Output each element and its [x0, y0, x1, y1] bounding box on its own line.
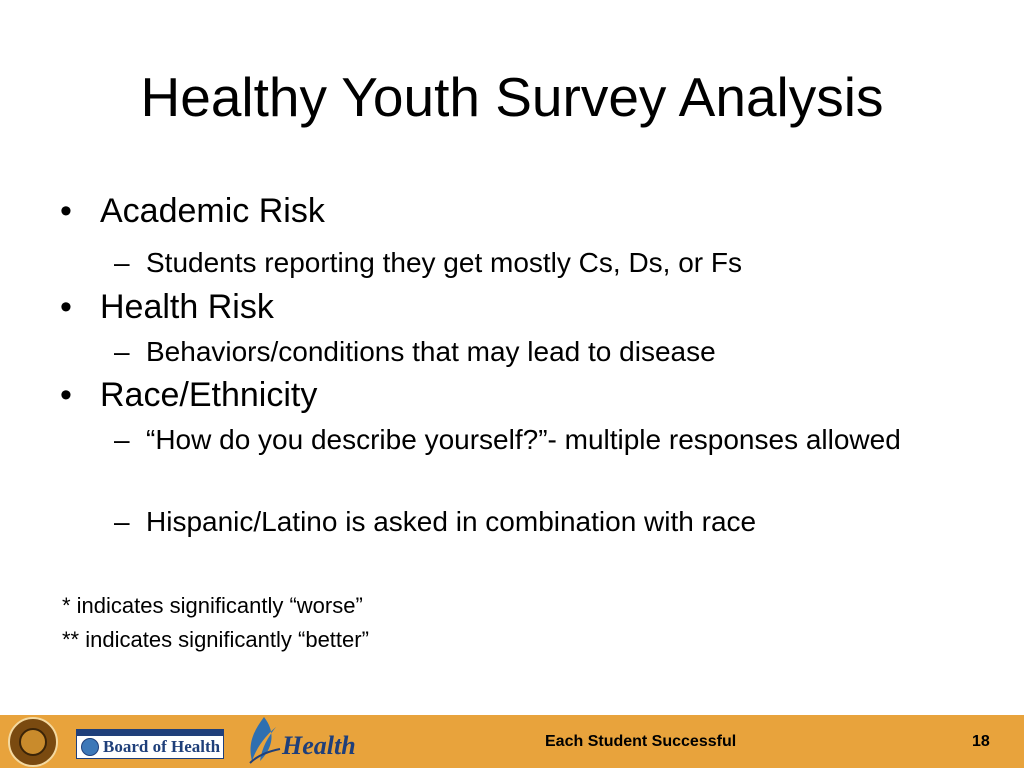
sub-bullet-health-risk: – Behaviors/conditions that may lead to disease: [146, 331, 976, 373]
department-of-health-wordmark: Health: [282, 731, 356, 760]
footer-band: [0, 715, 1024, 768]
state-seal-logo: [8, 717, 58, 767]
sub-bullet-race-question: – “How do you describe yourself?”- multiple responses allowed: [146, 419, 976, 461]
seal-building-icon: [19, 728, 47, 756]
slide-title: Healthy Youth Survey Analysis: [140, 66, 884, 128]
bullet-health-risk: • Health Risk: [100, 287, 274, 327]
sub-bullet-academic-risk: – Students reporting they get mostly Cs, Ds, or Fs: [146, 242, 976, 284]
globe-icon: [81, 738, 99, 756]
bullet-academic-risk: • Academic Risk: [100, 191, 325, 231]
footnote-better: ** indicates significantly “better”: [62, 627, 369, 652]
footer-tagline: Each Student Successful: [545, 733, 737, 750]
board-of-health-logo: [76, 729, 224, 759]
footnote-worse: * indicates significantly “worse”: [62, 593, 363, 618]
sub-bullet-hispanic-latino: – Hispanic/Latino is asked in combination with race: [146, 501, 976, 543]
bullet-race-ethnicity: • Race/Ethnicity: [100, 375, 317, 415]
department-of-health-logo: [242, 715, 282, 765]
board-of-health-wordmark: Board of Health: [103, 737, 221, 756]
page-number: 18: [972, 733, 990, 750]
